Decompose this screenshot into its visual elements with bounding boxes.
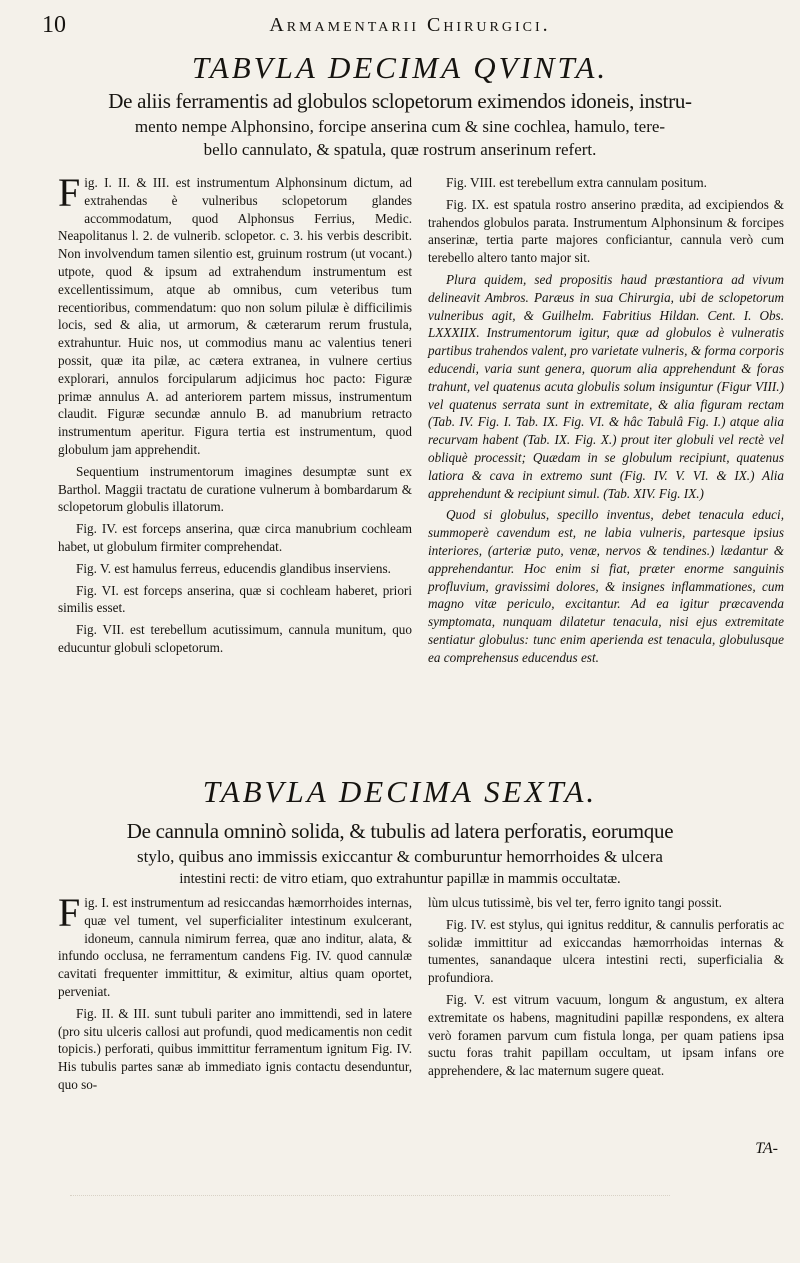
paragraph: Fig. VI. est forceps anserina, quæ si cochleam haberet, priori similis esset. — [58, 582, 412, 616]
paragraph: Fig. VII. est terebellum acutissimum, cannula munitum, quo educuntur globuli sclopetorum. — [58, 622, 412, 655]
paragraph — [58, 170, 412, 459]
tabula-15-subtitle — [70, 88, 730, 161]
paragraph — [58, 890, 412, 1001]
page-number: 10 — [42, 12, 66, 38]
catchword: TA- — [755, 1140, 778, 1157]
page-header — [0, 6, 800, 40]
paragraph: Fig. IV. est stylus, qui ignitus redditur, & cannulis perforatis ac solidæ immittitur ad exiccandas hæmorrhoidas internas & tumentes, sanandaque ulcera intestini recti, superficialia & profundiora. — [428, 916, 784, 986]
drop-cap: F — [58, 170, 81, 215]
paragraph-text: ig. I. II. & III. est instrumentum Alphonsinum dictum, ad extrahendas è vulneribus sclopetorum glandes accommodatum, quod Alphonsus Ferrius, Medic. Neapolitanus l. 2. de vulnerib. sclopetor. c. 3. his verbis describit. Non involvendum tamen silentio est, gruinum rostrum (ut vocant.) utpote, quod & ipsum ad extrahendum instrumentum est excellentissimum, atque ab omnibus, cum veteribus tum recentioribus, commendatum: quo non solum pilulæ è difficilimis locis, sed & alia, ut armorum, & cæterarum rerum frustula, extrahuntur. Huic nos, ut commodius manu ac valentius teneri possit, quæ ita pilæ, ac cætera extranea, in vulnere certius explorari, annulos forcipularum adjicimus hoc pacto: Figuræ primæ annulus A. ad anteriorem partem missus, instrumentum claudit. Figuræ secundæ annulo B. ad manubrium retracto instrumentum aperitur. Figura tertia est instrumentum, quod globulum jam apprehendit. — [58, 175, 412, 457]
paragraph: Quod si globulus, specillo inventus, debet tenacula educi, summoperè cavendum est, ne labia vulneris, partesque ipsius interiores, (arteriæ puto, venæ, nervos & tendines.) lædantur & apprehendantur. Hoc enim si fiat, præter enorme sanguinis profluvium, gravissimi dolores, & insignes inflammationes, cum magno vitæ periculo, excitantur. Ad ea igitur præcavenda symptomata, nunquam dilatetur tenacula, nisi ejus extremitate sentiatur globulus: tunc enim aperienda est tenacula, globulusque ea comprehensus educendus est. — [428, 507, 784, 665]
tabula-16-left-column — [58, 890, 412, 1098]
paragraph: Fig. IX. est spatula rostro anserino prædita, ad excipiendos & trahendos globulos parata. Instrumentum Alphonsinum & forcipes anserinæ, tertia parte majores conficiantur, cannula verò cum terebello altero tanto major sit. — [428, 196, 784, 266]
paragraph: Fig. VIII. est terebellum extra cannulam positum. — [446, 175, 707, 190]
tabula-16-subtitle-line-3: intestini recti: de vitro etiam, quo extrahuntur papillæ in mammis occultatæ. — [179, 871, 621, 887]
tabula-15-title: TABVLA DECIMA QVINTA. — [191, 50, 609, 85]
tabula-16-subtitle-line-2: stylo, quibus ano immissis exiccantur & comburuntur hemorrhoides & ulcera — [137, 847, 663, 866]
tabula-16-subtitle-line-1: De cannula omninò solida, & tubulis ad latera perforatis, eorumque — [126, 819, 674, 843]
tabula-16-subtitle — [70, 818, 730, 890]
tabula-15-subtitle-line-3: bello cannulato, & spatula, quæ rostrum anserinum refert. — [203, 140, 597, 159]
paragraph-text: ig. I. est instrumentum ad resiccandas hæmorrhoides internas, quæ vel tument, vel superficialiter intestinum exulcerant, idoneum, cannula nimirum ferrea, quæ ano inditur, alata, & infundo occlusa, ne ferramentum candens Fig. IV. quod cannulæ cavitati frequenter immittitur, & eximitur, altius quam oportet, perveniat. — [58, 895, 412, 999]
paragraph: lùm ulcus tutissimè, bis vel ter, ferro ignito tangi possit. — [428, 895, 722, 910]
tabula-15-subtitle-line-2: mento nempe Alphonsino, forcipe anserina cum & sine cochlea, hamulo, tere- — [134, 117, 666, 136]
tabula-15-subtitle-line-1: De aliis ferramentis ad globulos sclopetorum eximendos idoneis, instru- — [108, 89, 692, 113]
running-head — [0, 14, 800, 37]
paragraph: Fig. V. est vitrum vacuum, longum & angustum, ex altera extremitate os habens, magnitudini papillæ respondens, ex altera verò foramen parvum cum fistula longa, per quam patiens ipsa suctu foras trahit papillam occultam, ut ipsam infans ore apprehendere, & lac maternum sugere queat. — [428, 991, 784, 1079]
drop-cap: F — [58, 890, 81, 935]
paragraph: Fig. V. est hamulus ferreus, educendis glandibus inserviens. — [76, 560, 391, 576]
tabula-16-title: TABVLA DECIMA SEXTA. — [202, 774, 598, 809]
paragraph: Plura quidem, sed propositis haud præstantiora ad vivum delineavit Ambros. Paræus in sua Chirurgia, ubi de sclopetorum vulneribus agit, & Guilhelm. Fabritius Hildan. Cent. I. Obs. LXXXIIX. Instrumentorum igitur, quæ ad globulos è vulneratis partibus trahendos valent, pro varietate vulneris, & forma corporis educendi, varia sunt genera, quorum alia apprehendunt & foras trahunt, vel quatenus acuta globulis solum insiguntur (Figur VIII.) vel quatenus serrata sunt in extremitate, & alia figuram rectam (Tab. IV. Fig. I. Tab. IX. Fig. VI. & hâc Tabulâ Fig. I.) atque alia recurvam habent (Tab. IX. Fig. X.) prout iter globuli vel rectè vel obliquè processit; Quædam in se globulum recipiunt, quatenus latiora & cava in extremo sunt (Fig. IV. V. VI. & IX.) Alia apprehendunt & recipiunt simul. (Tab. XIV. Fig. IX.) — [428, 271, 784, 501]
bleed-through-line — [70, 1195, 670, 1197]
tabula-15-right-column — [428, 174, 784, 671]
paragraph: Fig. II. & III. sunt tubuli pariter ano immittendi, sed in latere (pro situ ulceris callosi aut profundi, quod medicamentis non cedit topicis.) perforati, quibus immittitur ferramentum ignitum Fig. IV. His tubulis partes sanæ ab immediato ignis contactu desenduntur, quo so- — [58, 1005, 412, 1092]
running-head-text: Armamentarii Chirurgici. — [269, 14, 551, 36]
tabula-15-left-column — [58, 170, 412, 661]
tabula-16-right-column — [428, 894, 784, 1084]
paragraph: Fig. IV. est forceps anserina, quæ circa manubrium cochleam habet, ut globulum firmiter comprehendat. — [58, 521, 412, 554]
paragraph: Sequentium instrumentorum imagines desumptæ sunt ex Barthol. Maggii tractatu de curatione vulnerum à bombardarum & sclopetorum globulis illatorum. — [58, 463, 412, 515]
